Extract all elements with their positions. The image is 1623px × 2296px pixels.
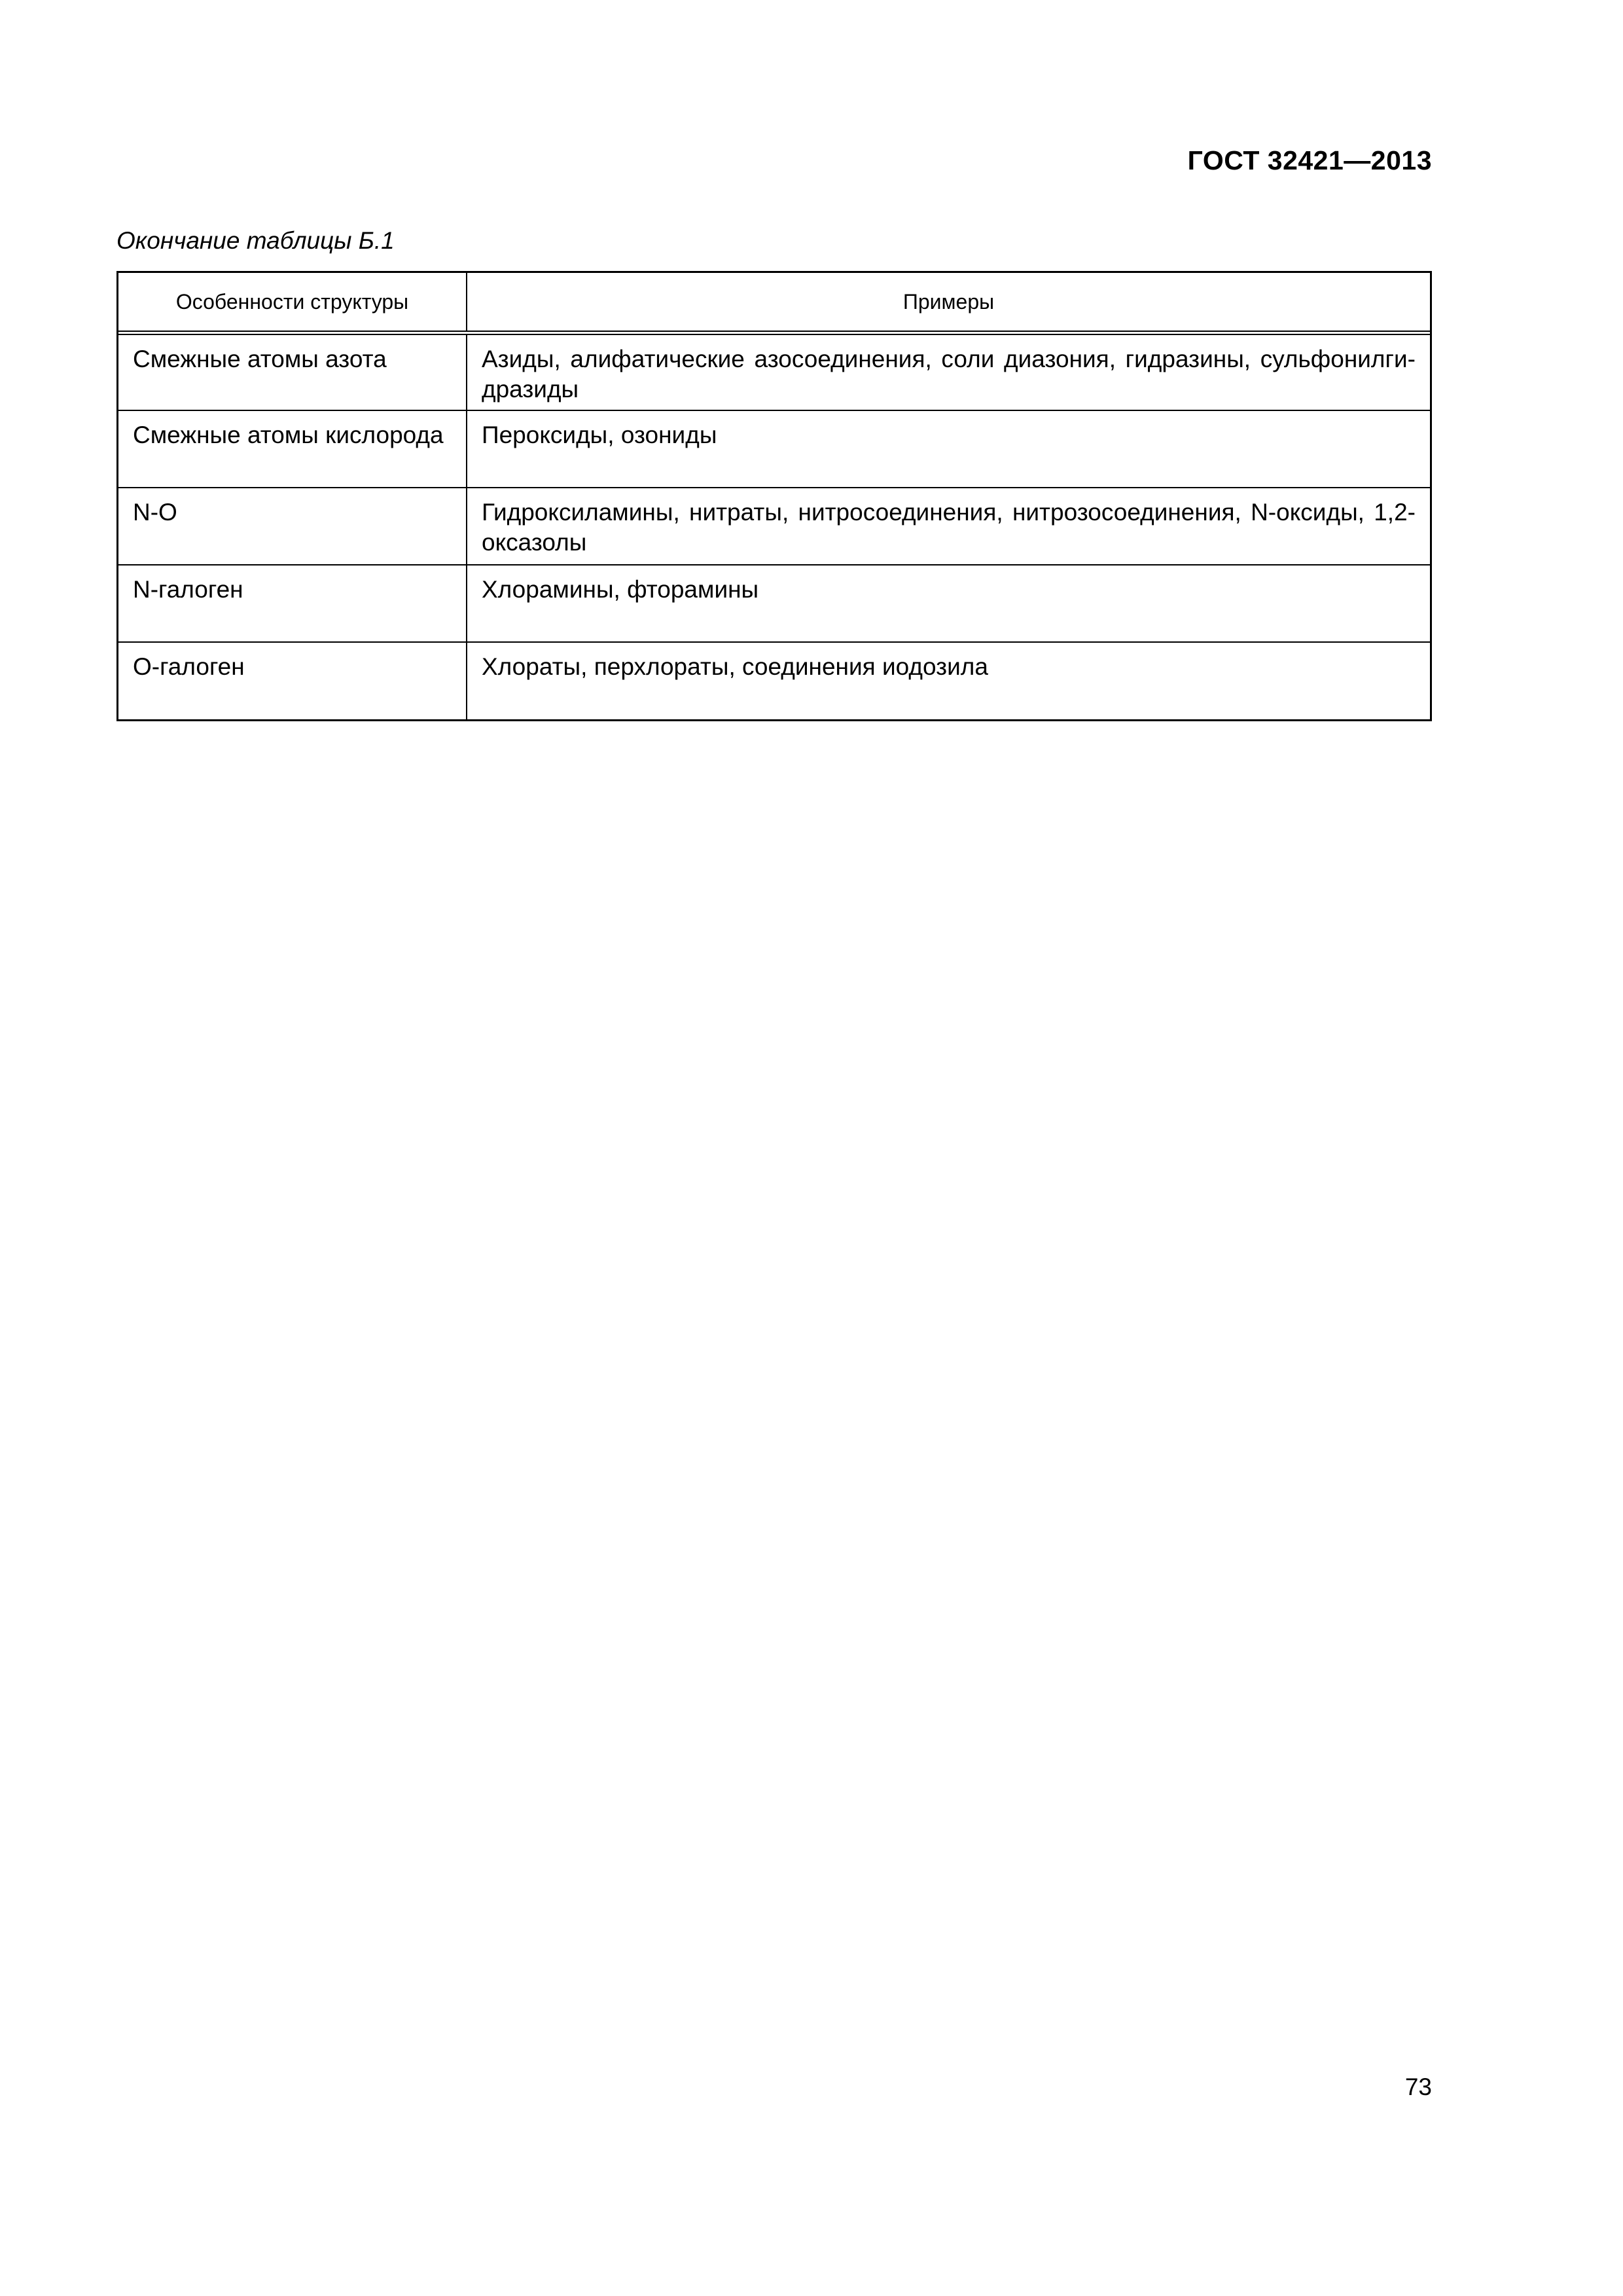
column-header-features: Особенности структуры (118, 273, 467, 333)
examples-cell: Пероксиды, озониды (467, 410, 1430, 488)
table-caption: Окончание таблицы Б.1 (116, 227, 395, 254)
table-row (118, 333, 1430, 411)
examples-cell: Хлораты, перхлораты, соединения иодозила (467, 642, 1430, 719)
document-code: ГОСТ 32421—2013 (1187, 145, 1432, 175)
table-row (118, 642, 1430, 719)
examples-cell: Гидроксиламины, нитраты, нитросоединения, нитрозосоединения, N-оксиды, 1,2-оксазолы (467, 488, 1430, 565)
examples-cell: Азиды, алифатические азосоединения, соли диазония, гидразины, сульфонилгидразиды (467, 333, 1430, 411)
table-header-row (118, 273, 1430, 333)
feature-cell: Смежные атомы азота (118, 333, 467, 411)
structure-features-table (116, 271, 1432, 721)
feature-cell: O-галоген (118, 642, 467, 719)
feature-cell: N-O (118, 488, 467, 565)
examples-cell: Хлорамины, фторамины (467, 565, 1430, 642)
column-header-examples: Примеры (467, 273, 1430, 333)
table-row (118, 488, 1430, 565)
table-row (118, 410, 1430, 488)
feature-cell: N-галоген (118, 565, 467, 642)
feature-cell: Смежные атомы кислорода (118, 410, 467, 488)
table-row (118, 565, 1430, 642)
page-number: 73 (1404, 2073, 1432, 2100)
